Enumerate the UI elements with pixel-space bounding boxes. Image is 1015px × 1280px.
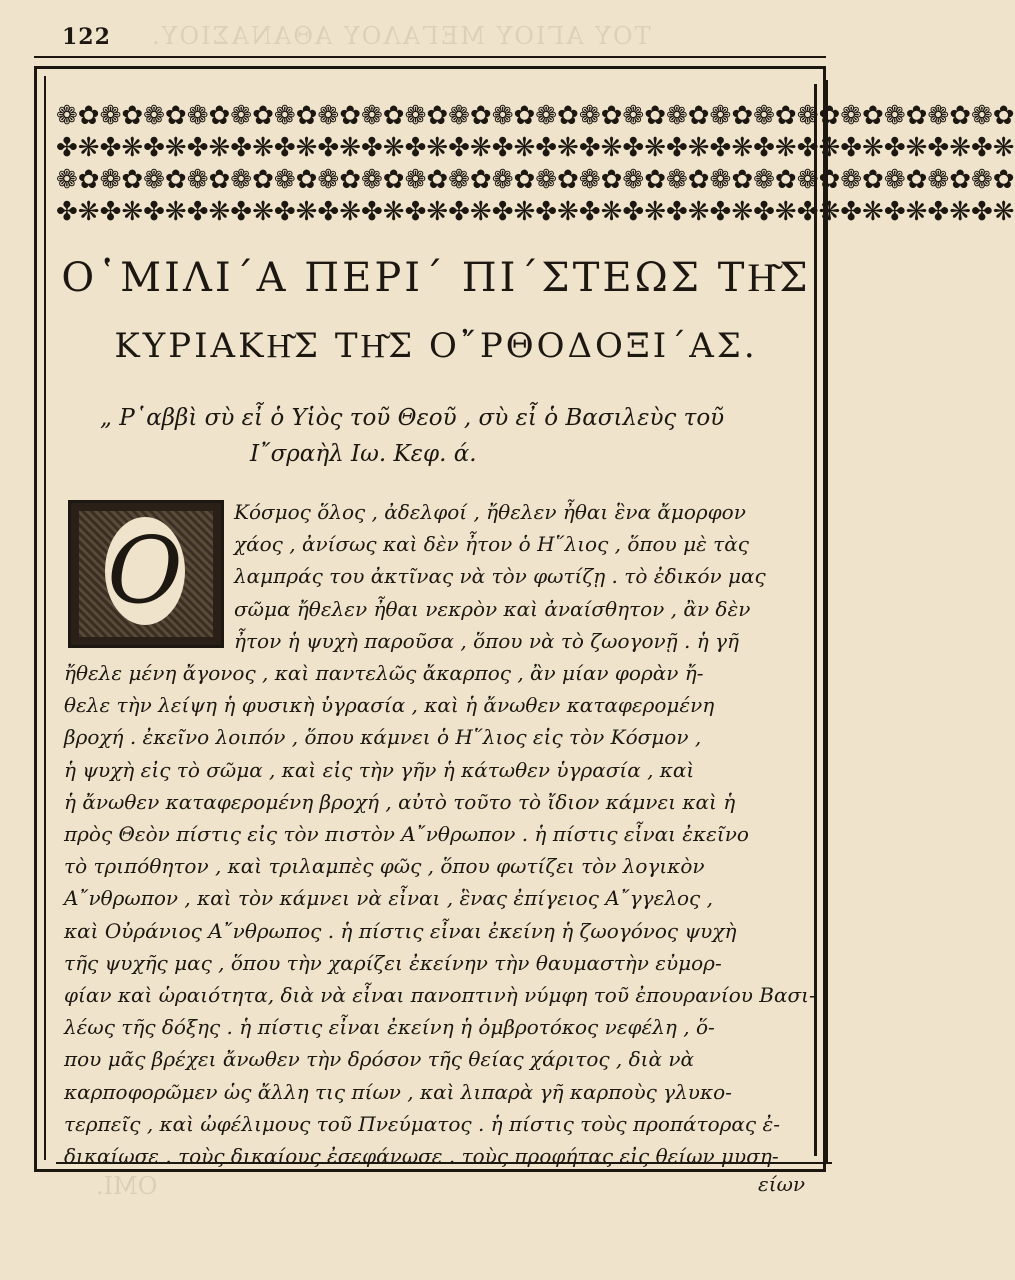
body-line: που μᾶς βρέχει ἄνωθεν τὴν δρόσον τῆς θείας χάριτος , διὰ νὰ bbox=[64, 1047, 695, 1072]
body-line: πρὸς Θεὸν πίστις εἰς τὸν πιστὸν Α῎νθρωπον . ἡ πίστις εἶναι ἐκεῖνο bbox=[64, 822, 749, 847]
body-line: βροχή . ἐκεῖνο λοιπόν , ὅπου κάμνει ὁ Η῞λιος εἰς τὸν Κόσμον , bbox=[64, 725, 702, 750]
body-line: φίαν καὶ ὡραιότητα, διὰ νὰ εἶναι πανοπτινὴ νύμφη τοῦ ἐπουρανίου Βασι- bbox=[64, 983, 816, 1008]
body-line: Κόσμος ὅλος , ἀδελφοί , ἤθελεν ἦθαι ἓνα ἄμορφον bbox=[234, 500, 746, 524]
body-line: χάος , ἀνίσως καὶ δὲν ἦτον ὁ Η῞λιος , ὅπου μὲ τὰς bbox=[234, 532, 749, 557]
catchword: είων bbox=[758, 1172, 806, 1196]
body-line: λέως τῆς δόξης . ἡ πίστις εἶναι ἐκείνη ἡ ὀμβροτόκος νεφέλη , ὅ- bbox=[64, 1015, 715, 1040]
body-line: καὶ Οὐράνιος Α῎νθρωπος . ἡ πίστις εἶναι ἐκείνη ἡ ζωογόνος ψυχὴ bbox=[64, 918, 737, 943]
body-line: ἤθελε μένη ἄγονος , καὶ παντελῶς ἄκαρπος , ἂν μίαν φορὰν ἤ- bbox=[64, 661, 704, 686]
bleed-through-footer: ΟΜΙ. bbox=[96, 1172, 158, 1200]
body-line: ἡ ἄνωθεν καταφερομένη βροχή , αὐτὸ τοῦτο τὸ ἴδιον κάμνει καὶ ἡ bbox=[64, 789, 736, 814]
body-line: σῶμα ἤθελεν ἦθαι νεκρὸν καὶ ἀναίσθητον , ἂν δὲν bbox=[234, 596, 751, 621]
bottom-rule bbox=[56, 1162, 832, 1164]
frame-right-rule bbox=[826, 80, 828, 1164]
frame-top-rule bbox=[34, 56, 826, 58]
heading-line-1: Ο῾ΜΙΛΙ΄Α ΠΕΡΙ΄ ΠΙ΄ΣΤΕΩΣ ΤΗ͂Σ bbox=[61, 255, 811, 301]
ornament-row: ❁✿❁✿❁✿❁✿❁✿❁✿❁✿❁✿❁✿❁✿❁✿❁✿❁✿❁✿❁✿❁✿❁✿❁✿❁✿❁✿❁✿❁✿ bbox=[56, 165, 1015, 195]
body-line: τὸ τριπόθητον , καὶ τριλαμπὲς φῶς , ὅπου φωτίζει τὸν λογικὸν bbox=[64, 854, 705, 879]
ornament-row: ✤❋✤❋✤❋✤❋✤❋✤❋✤❋✤❋✤❋✤❋✤❋✤❋✤❋✤❋✤❋✤❋✤❋✤❋✤❋✤❋✤❋✤❋ bbox=[56, 133, 1015, 163]
body-line: ἦτον ἡ ψυχὴ παροῦσα , ὅπου νὰ τὸ ζωογονῇ . ἡ γῆ bbox=[234, 628, 739, 653]
body-line: δικαίωσε . τοὺς δικαίους ἐσεφάνωσε . τοὺς προφήτας εἰς θείων μυση- bbox=[64, 1144, 779, 1169]
body-line: ἡ ψυχὴ εἰς τὸ σῶμα , καὶ εἰς τὴν γῆν ἡ κάτωθεν ὑγρασία , καὶ bbox=[64, 757, 695, 782]
body-line: τῆς ψυχῆς μας , ὅπου τὴν χαρίζει ἐκείνην τὴν θαυμαστὴν εὐμορ- bbox=[64, 950, 722, 975]
ornament-band bbox=[56, 100, 1015, 232]
epigraph-quote bbox=[100, 400, 800, 472]
page-number: 122 bbox=[62, 24, 111, 50]
heading-line-2: ΚΥΡΙΑΚΗ͂Σ ΤΗ͂Σ Ο῎ΡΘΟΔΟΞΙ΄ΑΣ. bbox=[114, 326, 758, 366]
body-line: καρποφορῶμεν ὡς ἄλλη τις πίων , καὶ λιπαρὰ γῆ καρποὺς γλυκο- bbox=[64, 1079, 732, 1104]
quote-line-2: Ι῎σραὴλ Ιω. Κεφ. ά. bbox=[250, 441, 477, 467]
body-line: θελε τὴν λείψη ἡ φυσικὴ ὑγρασία , καὶ ἡ ἄνωθεν καταφερομένη bbox=[64, 693, 715, 718]
body-text bbox=[64, 496, 820, 1172]
body-line: Α῎νθρωπον , καὶ τὸν κάμνει νὰ εἶναι , ἓνας ἐπίγειος Α῎γγελος , bbox=[64, 886, 713, 911]
bleed-through-header: ΤΟΥ ΑΓΙΟΥ ΜΕΓΑΛΟΥ ΑΘΑΝΑΣΙΟΥ. bbox=[150, 22, 651, 50]
quote-line-1: „ Ρ῾αββὶ σὺ εἶ ὁ Υἱὸς τοῦ Θεοῦ , σὺ εἶ ὁ Βασιλεὺς τοῦ bbox=[100, 405, 725, 431]
initial-letter: O bbox=[105, 517, 185, 625]
ornament-row: ✤❋✤❋✤❋✤❋✤❋✤❋✤❋✤❋✤❋✤❋✤❋✤❋✤❋✤❋✤❋✤❋✤❋✤❋✤❋✤❋✤❋✤❋ bbox=[56, 197, 1015, 227]
body-line: λαμπράς του ἀκτῖνας νὰ τὸν φωτίζῃ . τὸ ἐδικόν μας bbox=[234, 564, 766, 589]
ornament-row: ❁✿❁✿❁✿❁✿❁✿❁✿❁✿❁✿❁✿❁✿❁✿❁✿❁✿❁✿❁✿❁✿❁✿❁✿❁✿❁✿❁✿❁✿ bbox=[56, 101, 1015, 131]
body-line: τερπεῖς , καὶ ὠφέλιμους τοῦ Πνεύματος . ἡ πίστις τοὺς προπάτορας ἐ- bbox=[64, 1111, 780, 1136]
frame-left-rule bbox=[44, 76, 46, 1160]
